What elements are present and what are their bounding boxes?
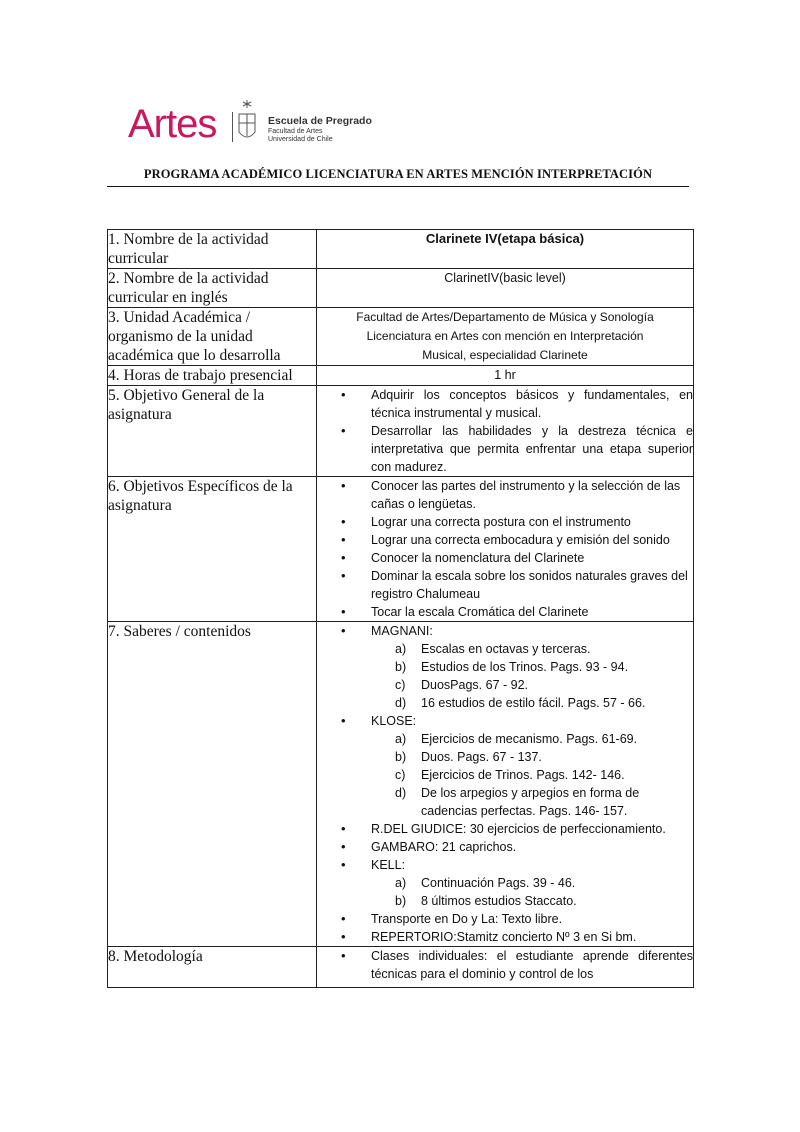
sub-item-marker: c) <box>395 768 406 782</box>
list-item: • Adquirir los conceptos básicos y fundamentales, en técnica instrumental y musical. <box>317 386 693 422</box>
bullet-list <box>317 386 693 476</box>
sub-item-marker: a) <box>395 642 407 656</box>
list-item: • Transporte en Do y La: Texto libre. <box>317 910 693 928</box>
row-label: 1. Nombre de la actividad curricular <box>108 230 317 269</box>
sub-item <box>317 748 693 766</box>
list-item <box>317 712 693 730</box>
sub-item-text: De los arpegios y arpegios en forma de cadencias perfectas. Pags. 146- 157. <box>421 786 640 818</box>
list-item: • REPERTORIO:Stamitz concierto Nº 3 en Si bm. <box>317 928 693 946</box>
contents <box>317 622 694 947</box>
sub-item-text: Continuación Pags. 39 - 46. <box>421 876 576 890</box>
methodology <box>317 947 694 988</box>
university-name: Universidad de Chile <box>268 135 333 143</box>
faculty-name: Facultad de Artes <box>268 127 323 135</box>
academic-unit-line: Facultad de Artes/Departamento de Música y Sonología <box>356 310 654 324</box>
logo-divider <box>232 112 233 142</box>
sub-item <box>317 730 693 748</box>
table-row <box>108 477 694 622</box>
sub-item-marker: b) <box>395 660 407 674</box>
bullet-list <box>317 820 693 874</box>
list-item: • Clases individuales: el estudiante aprende diferentes técnicas para el dominio y control de los <box>317 947 693 983</box>
sub-item-marker: b) <box>395 894 407 908</box>
list-item: • R.DEL GIUDICE: 30 ejercicios de perfeccionamiento. <box>317 820 693 838</box>
school-name: Escuela de Pregrado <box>268 115 372 127</box>
sub-item-marker: d) <box>395 786 407 800</box>
sub-item-text: DuosPags. 67 - 92. <box>421 678 529 692</box>
specific-objectives <box>317 477 694 622</box>
university-crest-icon <box>236 98 258 144</box>
header-logo <box>128 98 428 148</box>
row-label: 7. Saberes / contenidos <box>108 622 317 947</box>
list-item: • Lograr una correcta postura con el instrumento <box>317 513 693 531</box>
course-name: Clarinete IV(etapa básica) <box>425 231 585 246</box>
program-title: PROGRAMA ACADÉMICO LICENCIATURA EN ARTES MENCIÓN INTERPRETACIÓN <box>107 167 689 187</box>
bullet-list <box>317 910 693 946</box>
artes-logo-word: Artes <box>128 102 217 146</box>
list-item: • Dominar la escala sobre los sonidos naturales graves del registro Chalumeau <box>317 567 693 603</box>
school-name-block <box>268 116 372 143</box>
academic-unit <box>317 308 694 366</box>
contact-hours: 1 hr <box>317 366 694 386</box>
sub-item <box>317 784 693 820</box>
sub-item-marker: c) <box>395 678 406 692</box>
bullet-list <box>317 947 693 983</box>
academic-unit-line: Musical, especialidad Clarinete <box>422 348 588 362</box>
row-label: 5. Objetivo General de la asignatura <box>108 386 317 477</box>
program-table <box>107 229 694 988</box>
sub-item-text: Escalas en octavas y terceras. <box>421 642 591 656</box>
sub-item <box>317 640 693 658</box>
sub-item-text: Duos. Pags. 67 - 137. <box>421 750 542 764</box>
sub-item-marker: a) <box>395 876 407 890</box>
table-row <box>108 269 694 308</box>
row-label: 6. Objetivos Específicos de la asignatura <box>108 477 317 622</box>
sub-item <box>317 658 693 676</box>
sub-item-text: 16 estudios de estilo fácil. Pags. 57 - 66. <box>421 696 646 710</box>
list-item: • Conocer las partes del instrumento y la selección de las cañas o lengüetas. <box>317 477 693 513</box>
sub-item-text: Ejercicios de mecanismo. Pags. 61-69. <box>421 732 638 746</box>
sub-item <box>317 874 693 892</box>
table-row <box>108 308 694 366</box>
list-item: • Tocar la escala Cromática del Clarinete <box>317 603 693 621</box>
sub-list <box>317 730 693 820</box>
academic-unit-line: Licenciatura en Artes con mención en Interpretación <box>366 329 644 343</box>
row-value <box>317 230 694 269</box>
list-item-text: MAGNANI: <box>371 624 433 638</box>
sub-item-text: Estudios de los Trinos. Pags. 93 - 94. <box>421 660 629 674</box>
sub-item-marker: d) <box>395 696 407 710</box>
bullet-list <box>317 622 693 640</box>
list-item: • Conocer la nomenclatura del Clarinete <box>317 549 693 567</box>
list-item: • Lograr una correcta embocadura y emisión del sonido <box>317 531 693 549</box>
list-item: • Desarrollar las habilidades y la destreza técnica e interpretativa que permita enfrentar una etapa superior con madurez. <box>317 422 693 476</box>
sub-item <box>317 892 693 910</box>
row-label: 8. Metodología <box>108 947 317 988</box>
sub-list <box>317 874 693 910</box>
general-objective <box>317 386 694 477</box>
sub-item <box>317 676 693 694</box>
bullet-list <box>317 477 693 621</box>
row-label: 4. Horas de trabajo presencial <box>108 366 317 386</box>
table-row <box>108 366 694 386</box>
table-row <box>108 947 694 988</box>
sub-item-text: Ejercicios de Trinos. Pags. 142- 146. <box>421 768 625 782</box>
sub-item-marker: a) <box>395 732 407 746</box>
sub-item-text: 8 últimos estudios Staccato. <box>421 894 577 908</box>
row-label: 2. Nombre de la actividad curricular en inglés <box>108 269 317 308</box>
sub-list <box>317 640 693 712</box>
list-item-text: KLOSE: <box>371 714 417 728</box>
table-row <box>108 622 694 947</box>
table-row <box>108 230 694 269</box>
list-item: • KELL: <box>317 856 693 874</box>
sub-item-marker: b) <box>395 750 407 764</box>
table-row <box>108 386 694 477</box>
sub-item <box>317 694 693 712</box>
list-item: • GAMBARO: 21 caprichos. <box>317 838 693 856</box>
bullet-list <box>317 712 693 730</box>
course-name-english: ClarinetIV(basic level) <box>317 269 694 308</box>
row-label: 3. Unidad Académica / organismo de la unidad académica que lo desarrolla <box>108 308 317 366</box>
list-item <box>317 622 693 640</box>
artes-logo <box>128 104 216 144</box>
sub-item <box>317 766 693 784</box>
